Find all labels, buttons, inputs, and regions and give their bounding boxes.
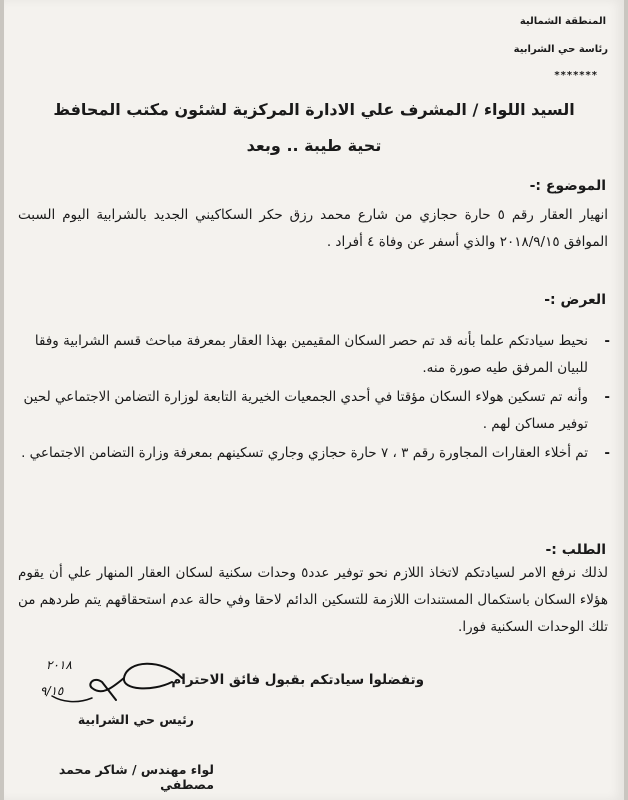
presentation-list — [18, 328, 610, 469]
closing-line: وتفضلوا سيادتكم بقبول فائق الاحترام — [171, 672, 424, 688]
signature-date-year: ٢٠١٨ — [46, 658, 72, 672]
request-heading: الطلب :- — [545, 542, 606, 558]
presentation-heading: العرض :- — [544, 292, 606, 308]
signatory-title: رئيس حي الشرابية — [77, 712, 194, 727]
bullet-dash: - — [604, 333, 610, 349]
greeting-line: تحية طيبة .. وبعد — [246, 136, 382, 155]
subject-heading: الموضوع :- — [529, 178, 606, 194]
request-text: لذلك نرفع الامر لسيادتكم لاتخاذ اللازم نحو توفير عدد٥ وحدات سكنية لسكان العقار المنهار علي أن يقوم هؤلاء السكان باستكمال المستندات اللازمة للتسكين الدائم لاحقا وفي حالة عدم استحقاقهم يتم طردهم من تلك الوحدات السكنية فورا. — [18, 565, 609, 635]
list-item — [18, 384, 610, 438]
header-region: المنطقة الشمالية — [519, 16, 606, 27]
signature-date-daymonth: ٩/١٥ — [40, 684, 64, 698]
bullet-dash: - — [604, 389, 610, 405]
signatory-name: لواء مهندس / شاكر محمد مصطفي — [58, 762, 214, 792]
bullet-dash: - — [604, 445, 610, 461]
subject-text: انهيار العقار رقم ٥ حارة حجازي من شارع محمد رزق حكر السكاكيني الجديد بالشرابية اليوم السبت الموافق ٢٠١٨/٩/١٥ والذي أسفر عن وفاة ٤ أفراد . — [18, 207, 609, 250]
list-item-text: تم أخلاء العقارات المجاورة رقم ٣ ، ٧ حارة حجازي وجاري تسكينهم بمعرفة وزارة التضامن الاجتماعي . — [21, 445, 588, 461]
list-item — [18, 328, 610, 382]
list-item-text: نحيط سيادتكم علما بأنه قد تم حصر السكان المقيمين بهذا العقار بمعرفة مباحث قسم الشرابية وفقا للبيان المرفق طيه صورة منه. — [34, 333, 588, 376]
letter-page — [4, 0, 624, 800]
addressee-line: السيد اللواء / المشرف علي الادارة المركزية لشئون مكتب المحافظ — [53, 100, 575, 119]
list-item-text: وأنه تم تسكين هولاء السكان مؤقتا في أحدي الجمعيات الخيرية التابعة لوزارة التضامن الاجتماعي لحين توفير مساكن لهم . — [23, 389, 588, 432]
header-stars: ******* — [554, 70, 598, 81]
list-item — [18, 440, 610, 467]
header-office: رئاسة حي الشرابية — [513, 44, 608, 55]
